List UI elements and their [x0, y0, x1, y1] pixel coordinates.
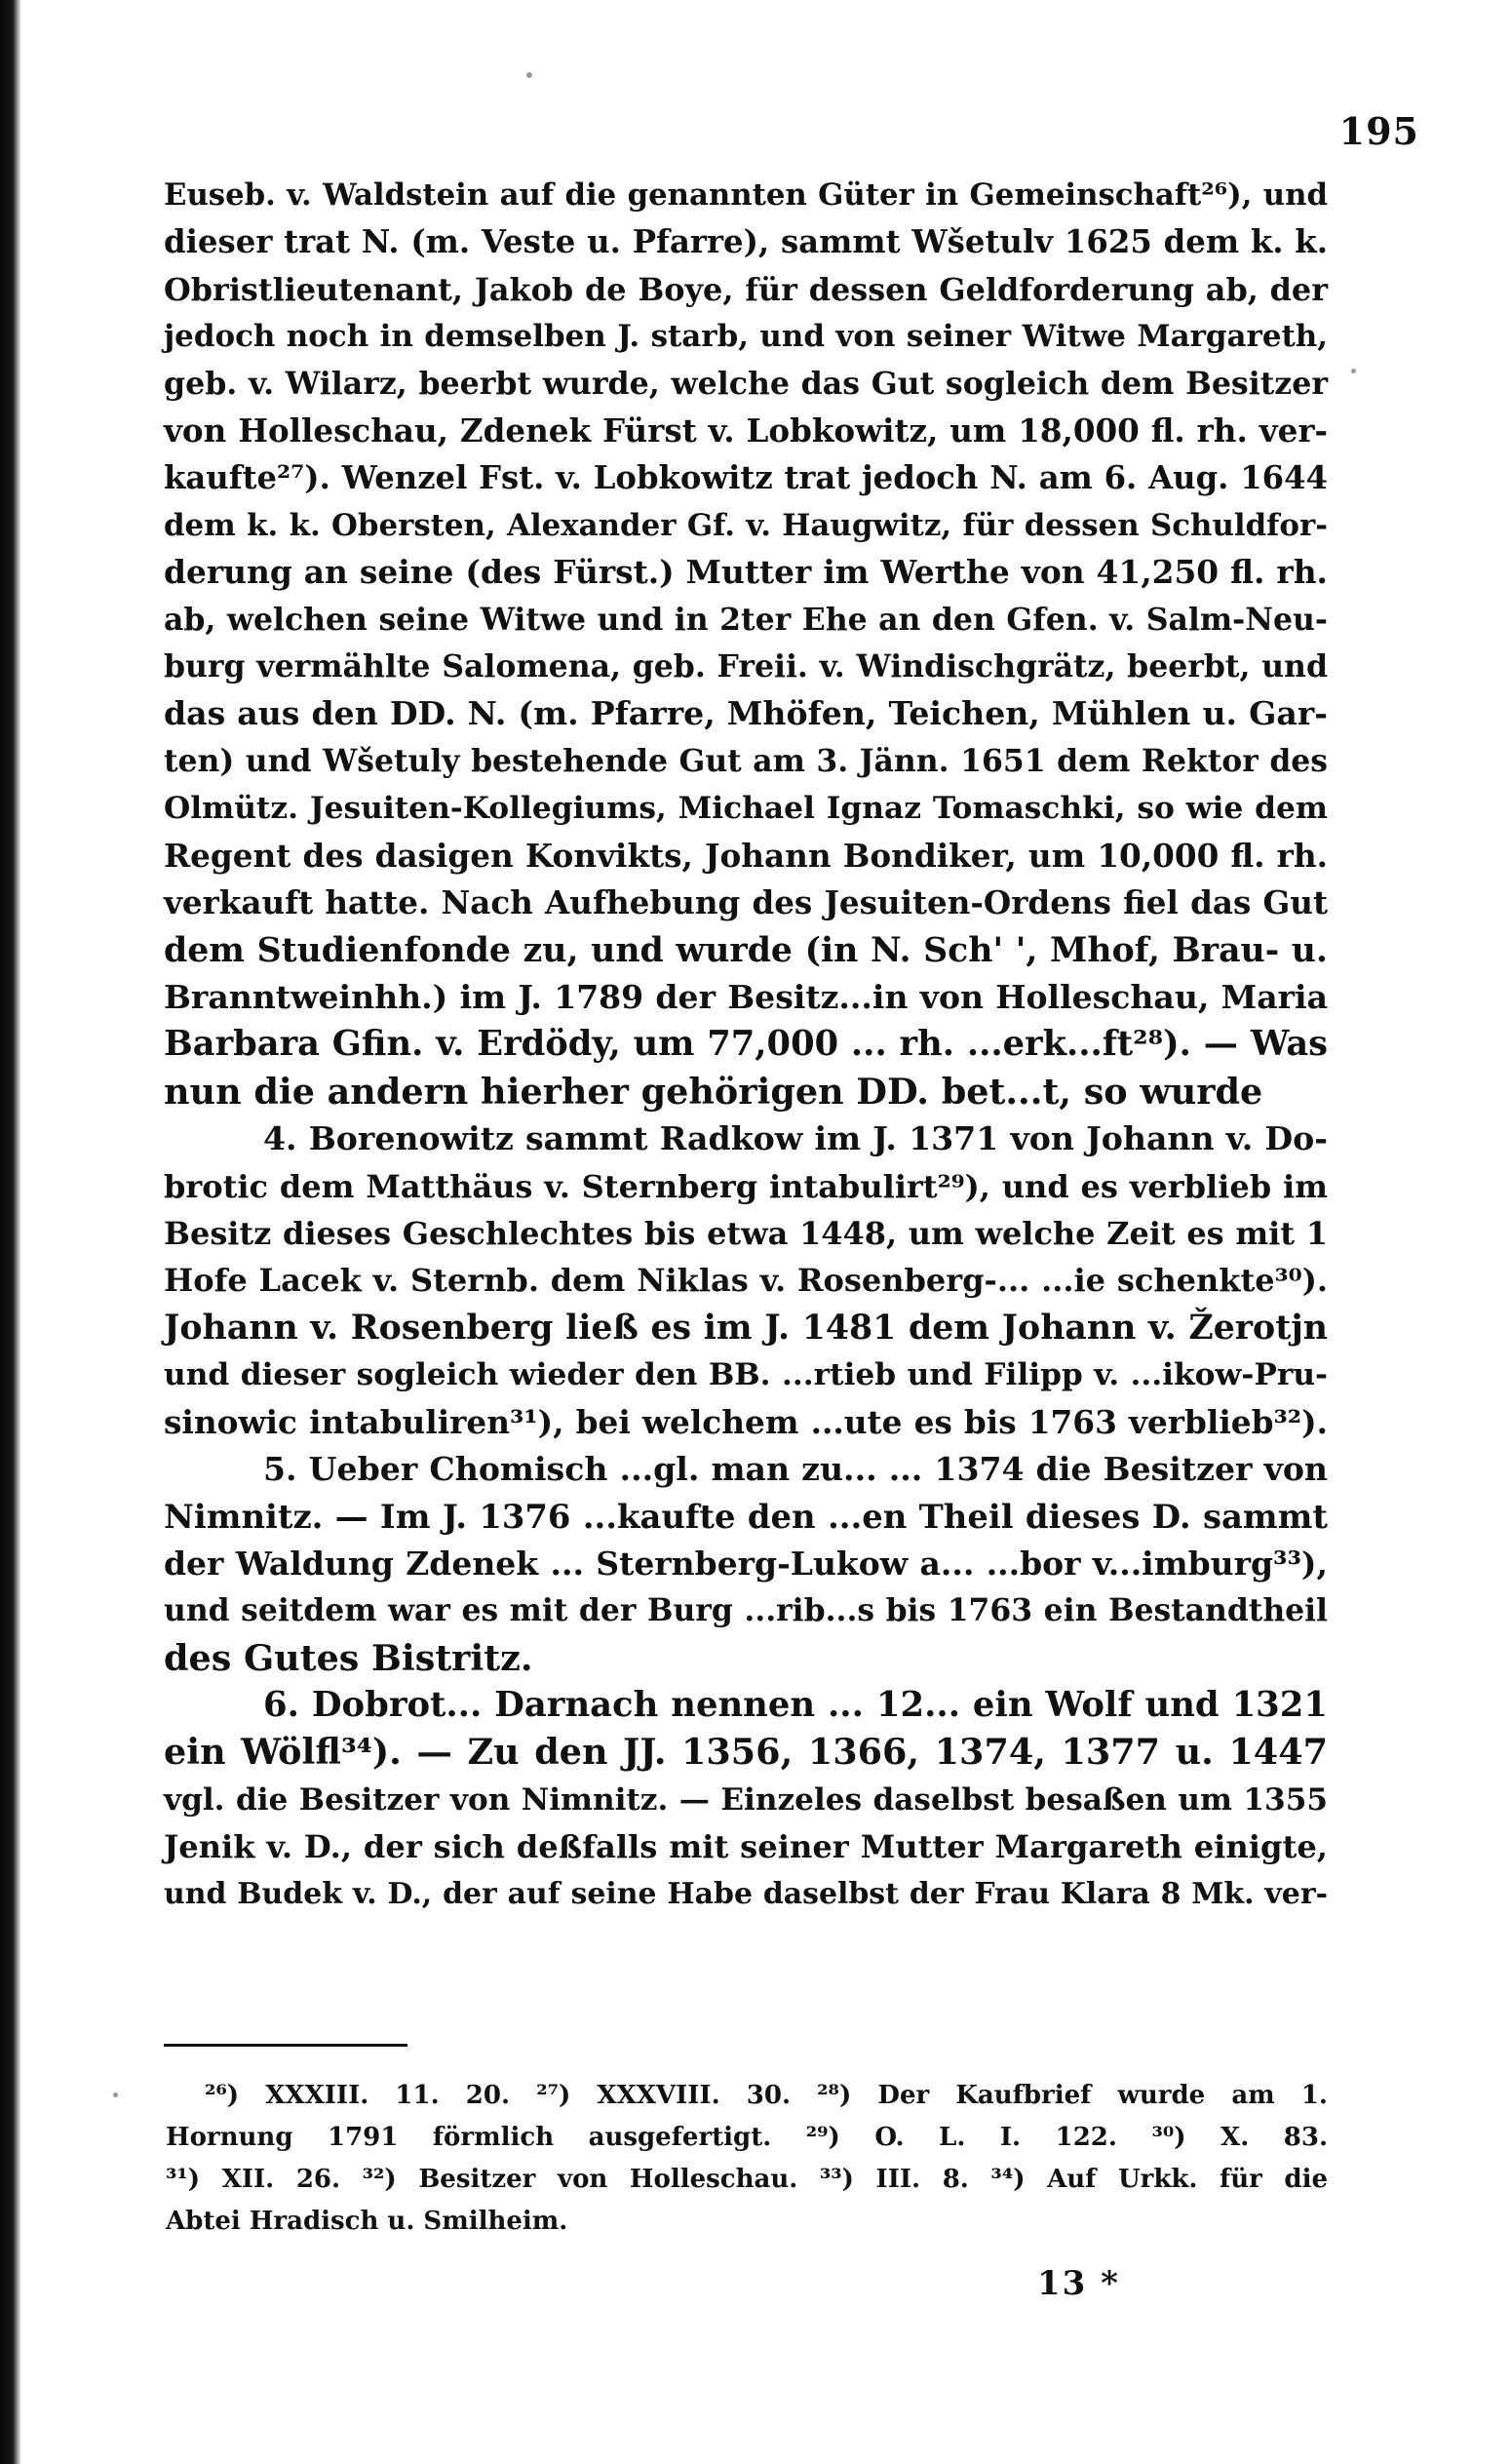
- binding-edge: [0, 0, 21, 2464]
- text-line: verkauft hatte. Nach Aufhebung des Jesuiten-Ordens fiel das Gut: [164, 883, 1328, 922]
- text-line: dieser trat N. (m. Veste u. Pfarre), sammt Wšetulv 1625 dem k. k.: [164, 223, 1328, 261]
- footnote-line: ²⁶) XXXIII. 11. 20. ²⁷) XXXVIII. 30. ²⁸) Der Kaufbrief wurde am 1.: [205, 2081, 1328, 2110]
- paper-speck: [113, 2092, 118, 2097]
- text-line: vgl. die Besitzer von Nimnitz. — Einzeles daselbst besaßen um 1355: [164, 1781, 1328, 1818]
- paper-speck: [526, 72, 532, 78]
- text-line: Johann v. Rosenberg ließ es im J. 1481 dem Johann v. Žerotjn: [164, 1307, 1328, 1348]
- text-line: das aus den DD. N. (m. Pfarre, Mhöfen, Teichen, Mühlen u. Gar-: [164, 694, 1328, 733]
- text-line: ten) und Wšetuly bestehende Gut am 3. Jänn. 1651 dem Rektor des: [164, 742, 1328, 779]
- text-line: sinowic intabuliren³¹), bei welchem ...ute es bis 1763 verblieb³²).: [164, 1402, 1328, 1441]
- main-text: [164, 172, 1328, 1918]
- text-line: nun die andern hierher gehörigen DD. bet...t, so wurde: [164, 1070, 1263, 1113]
- text-line: dem Studienfonde zu, und wurde (in N. Sch' ', Mhof, Brau- u.: [164, 929, 1328, 970]
- text-line: dem k. k. Obersten, Alexander Gf. v. Haugwitz, für dessen Schuldfor-: [164, 507, 1328, 543]
- sheet-signature-mark: 13 *: [1037, 2264, 1120, 2303]
- text-line: ein Wölfl³⁴). — Zu den JJ. 1356, 1366, 1374, 1377 u. 1447: [164, 1731, 1328, 1774]
- footnote-line: Abtei Hradisch u. Smilheim.: [166, 2207, 568, 2236]
- text-line: burg vermählte Salomena, geb. Freii. v. Windischgrätz, beerbt, und: [164, 648, 1328, 685]
- text-line: der Waldung Zdenek ... Sternberg-Lukow a... ...bor v...imburg³³),: [164, 1544, 1328, 1583]
- text-line: Jenik v. D., der sich deßfalls mit seiner Mutter Margareth einigte,: [164, 1828, 1328, 1866]
- text-line: des Gutes Bistritz.: [164, 1636, 533, 1679]
- paper-speck: [1351, 369, 1356, 373]
- text-line: Barbara Gfin. v. Erdödy, um 77,000 ... rh. ...erk...ft²⁸). — Was: [164, 1024, 1328, 1065]
- text-line: Branntweinhh.) im J. 1789 der Besitz...in von Holleschau, Maria: [164, 977, 1328, 1016]
- text-line: und dieser sogleich wieder den BB. ...rtieb und Filipp v. ...ikow-Pru-: [164, 1357, 1328, 1393]
- text-line: Nimnitz. — Im J. 1376 ...kaufte den ...en Theil dieses D. sammt: [164, 1497, 1328, 1537]
- page-number: 195: [1338, 109, 1419, 153]
- footnote-line: Hornung 1791 förmlich ausgefertigt. ²⁹) O. L. I. 122. ³⁰) X. 83.: [166, 2123, 1328, 2152]
- text-line: und seitdem war es mit der Burg ...rib...s bis 1763 ein Bestandtheil: [164, 1592, 1328, 1629]
- footnote-divider: [164, 2044, 407, 2047]
- text-line: geb. v. Wilarz, beerbt wurde, welche das Gut sogleich dem Besitzer: [164, 365, 1328, 402]
- footnotes: [166, 2075, 1328, 2243]
- text-line: Regent des dasigen Konvikts, Johann Bondiker, um 10,000 fl. rh.: [164, 836, 1328, 875]
- text-line: kaufte²⁷). Wenzel Fst. v. Lobkowitz trat jedoch N. am 6. Aug. 1644: [164, 459, 1328, 497]
- text-line: derung an seine (des Fürst.) Mutter im Werthe von 41,250 fl. rh.: [164, 553, 1328, 592]
- text-line: Besitz dieses Geschlechtes bis etwa 1448, um welche Zeit es mit 1: [164, 1214, 1328, 1252]
- text-line: brotic dem Matthäus v. Sternberg intabulirt²⁹), und es verblieb im: [164, 1167, 1328, 1205]
- text-line: von Holleschau, Zdenek Fürst v. Lobkowitz, um 18,000 fl. rh. ver-: [164, 411, 1328, 450]
- text-line: Olmütz. Jesuiten-Kollegiums, Michael Ignaz Tomaschki, so wie dem: [164, 791, 1328, 827]
- footnote-line: ³¹) XII. 26. ³²) Besitzer von Holleschau. ³³) III. 8. ³⁴) Auf Urkk. für die: [166, 2165, 1328, 2194]
- text-line: Hofe Lacek v. Sternb. dem Niklas v. Rosenberg-... ...ie schenkte³⁰).: [164, 1262, 1328, 1300]
- text-line: Euseb. v. Waldstein auf die genannten Güter in Gemeinschaft²⁶), und: [164, 177, 1328, 213]
- text-line: Obristlieutenant, Jakob de Boye, für dessen Geldforderung ab, der: [164, 270, 1328, 308]
- text-line: jedoch noch in demselben J. starb, und von seiner Witwe Margareth,: [164, 319, 1328, 355]
- text-line: ab, welchen seine Witwe und in 2ter Ehe an den Gfen. v. Salm-Neu-: [164, 601, 1328, 638]
- paragraph-5-start: 5. Ueber Chomisch ...gl. man zu... ... 1374 die Besitzer von: [263, 1449, 1328, 1488]
- text-line: und Budek v. D., der auf seine Habe daselbst der Frau Klara 8 Mk. ver-: [164, 1876, 1328, 1911]
- paragraph-6-start: 6. Dobrot... Darnach nennen ... 12... ein Wolf und 1321: [263, 1685, 1328, 1725]
- paragraph-4-start: 4. Borenowitz sammt Radkow im J. 1371 von Johann v. Do-: [263, 1119, 1328, 1158]
